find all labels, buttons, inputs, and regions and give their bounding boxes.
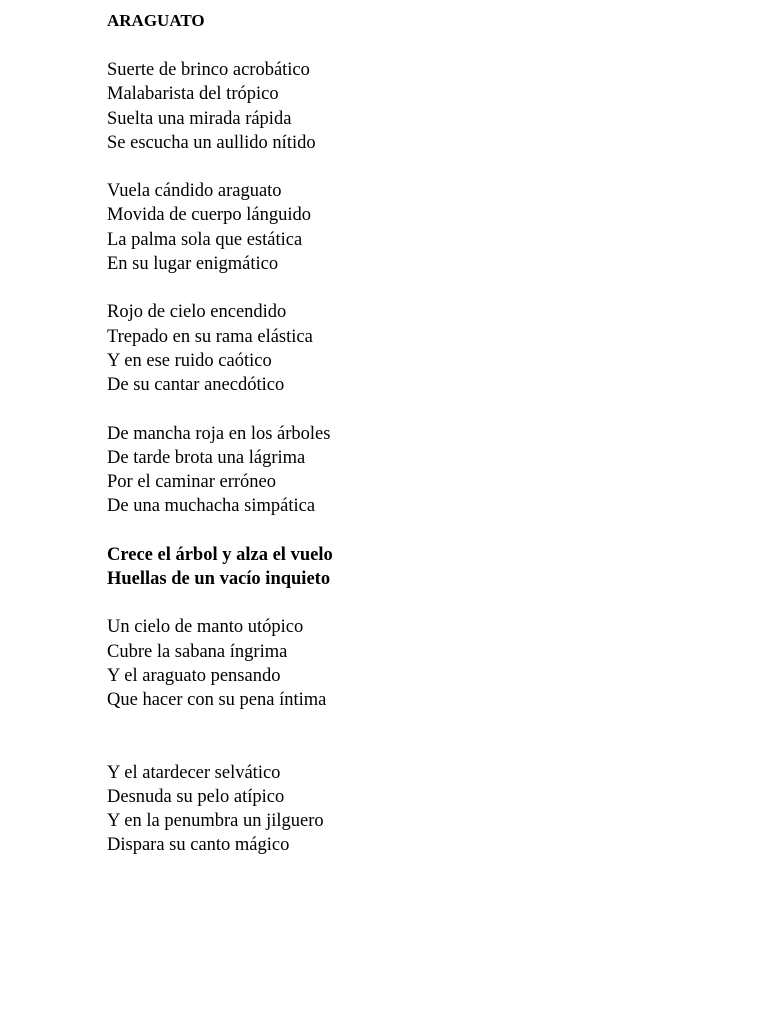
poem-line: Y el araguato pensando <box>107 665 281 686</box>
poem-line: Y en ese ruido caótico <box>107 350 272 371</box>
stanza-5-bold <box>107 543 707 592</box>
poem-line: De mancha roja en los árboles <box>107 423 331 444</box>
stanza-1 <box>107 58 707 155</box>
stanza-7 <box>107 761 707 858</box>
poem-line: Dispara su canto mágico <box>107 835 290 856</box>
poem-line: En su lugar enigmático <box>107 254 279 275</box>
poem-line: Movida de cuerpo lánguido <box>107 205 311 226</box>
poem-line: Suerte de brinco acrobático <box>107 60 310 80</box>
poem-line: De su cantar anecdótico <box>107 375 285 396</box>
poem-line: Vuela cándido araguato <box>107 181 282 202</box>
stanza-6 <box>107 615 707 712</box>
poem-line: De una muchacha simpática <box>107 496 316 517</box>
poem-line: Malabarista del trópico <box>107 84 279 105</box>
poem-line: Rojo de cielo encendido <box>107 302 287 323</box>
poem-title: ARAGUATO <box>107 11 205 30</box>
poem-line: Por el caminar erróneo <box>107 472 276 493</box>
stanza-4 <box>107 422 707 519</box>
poem-line-bold: Crece el árbol y alza el vuelo <box>107 544 333 565</box>
poem-line: Y en la penumbra un jilguero <box>107 811 324 832</box>
poem-line: Un cielo de manto utópico <box>107 617 304 638</box>
poem-line: Se escucha un aullido nítido <box>107 132 316 153</box>
document-page <box>107 9 707 882</box>
poem-line: Que hacer con su pena íntima <box>107 690 327 711</box>
poem-line: Cubre la sabana íngrima <box>107 641 288 662</box>
stanza-2 <box>107 179 707 276</box>
poem-line: La palma sola que estática <box>107 229 303 250</box>
poem-line-bold: Huellas de un vacío inquieto <box>107 569 331 590</box>
poem-line: Y el atardecer selvático <box>107 762 281 783</box>
poem-line: De tarde brota una lágrima <box>107 447 306 468</box>
poem-line: Trepado en su rama elástica <box>107 326 313 347</box>
poem-line: Suelta una mirada rápida <box>107 108 292 129</box>
stanza-3 <box>107 300 707 397</box>
poem-line: Desnuda su pelo atípico <box>107 786 285 807</box>
